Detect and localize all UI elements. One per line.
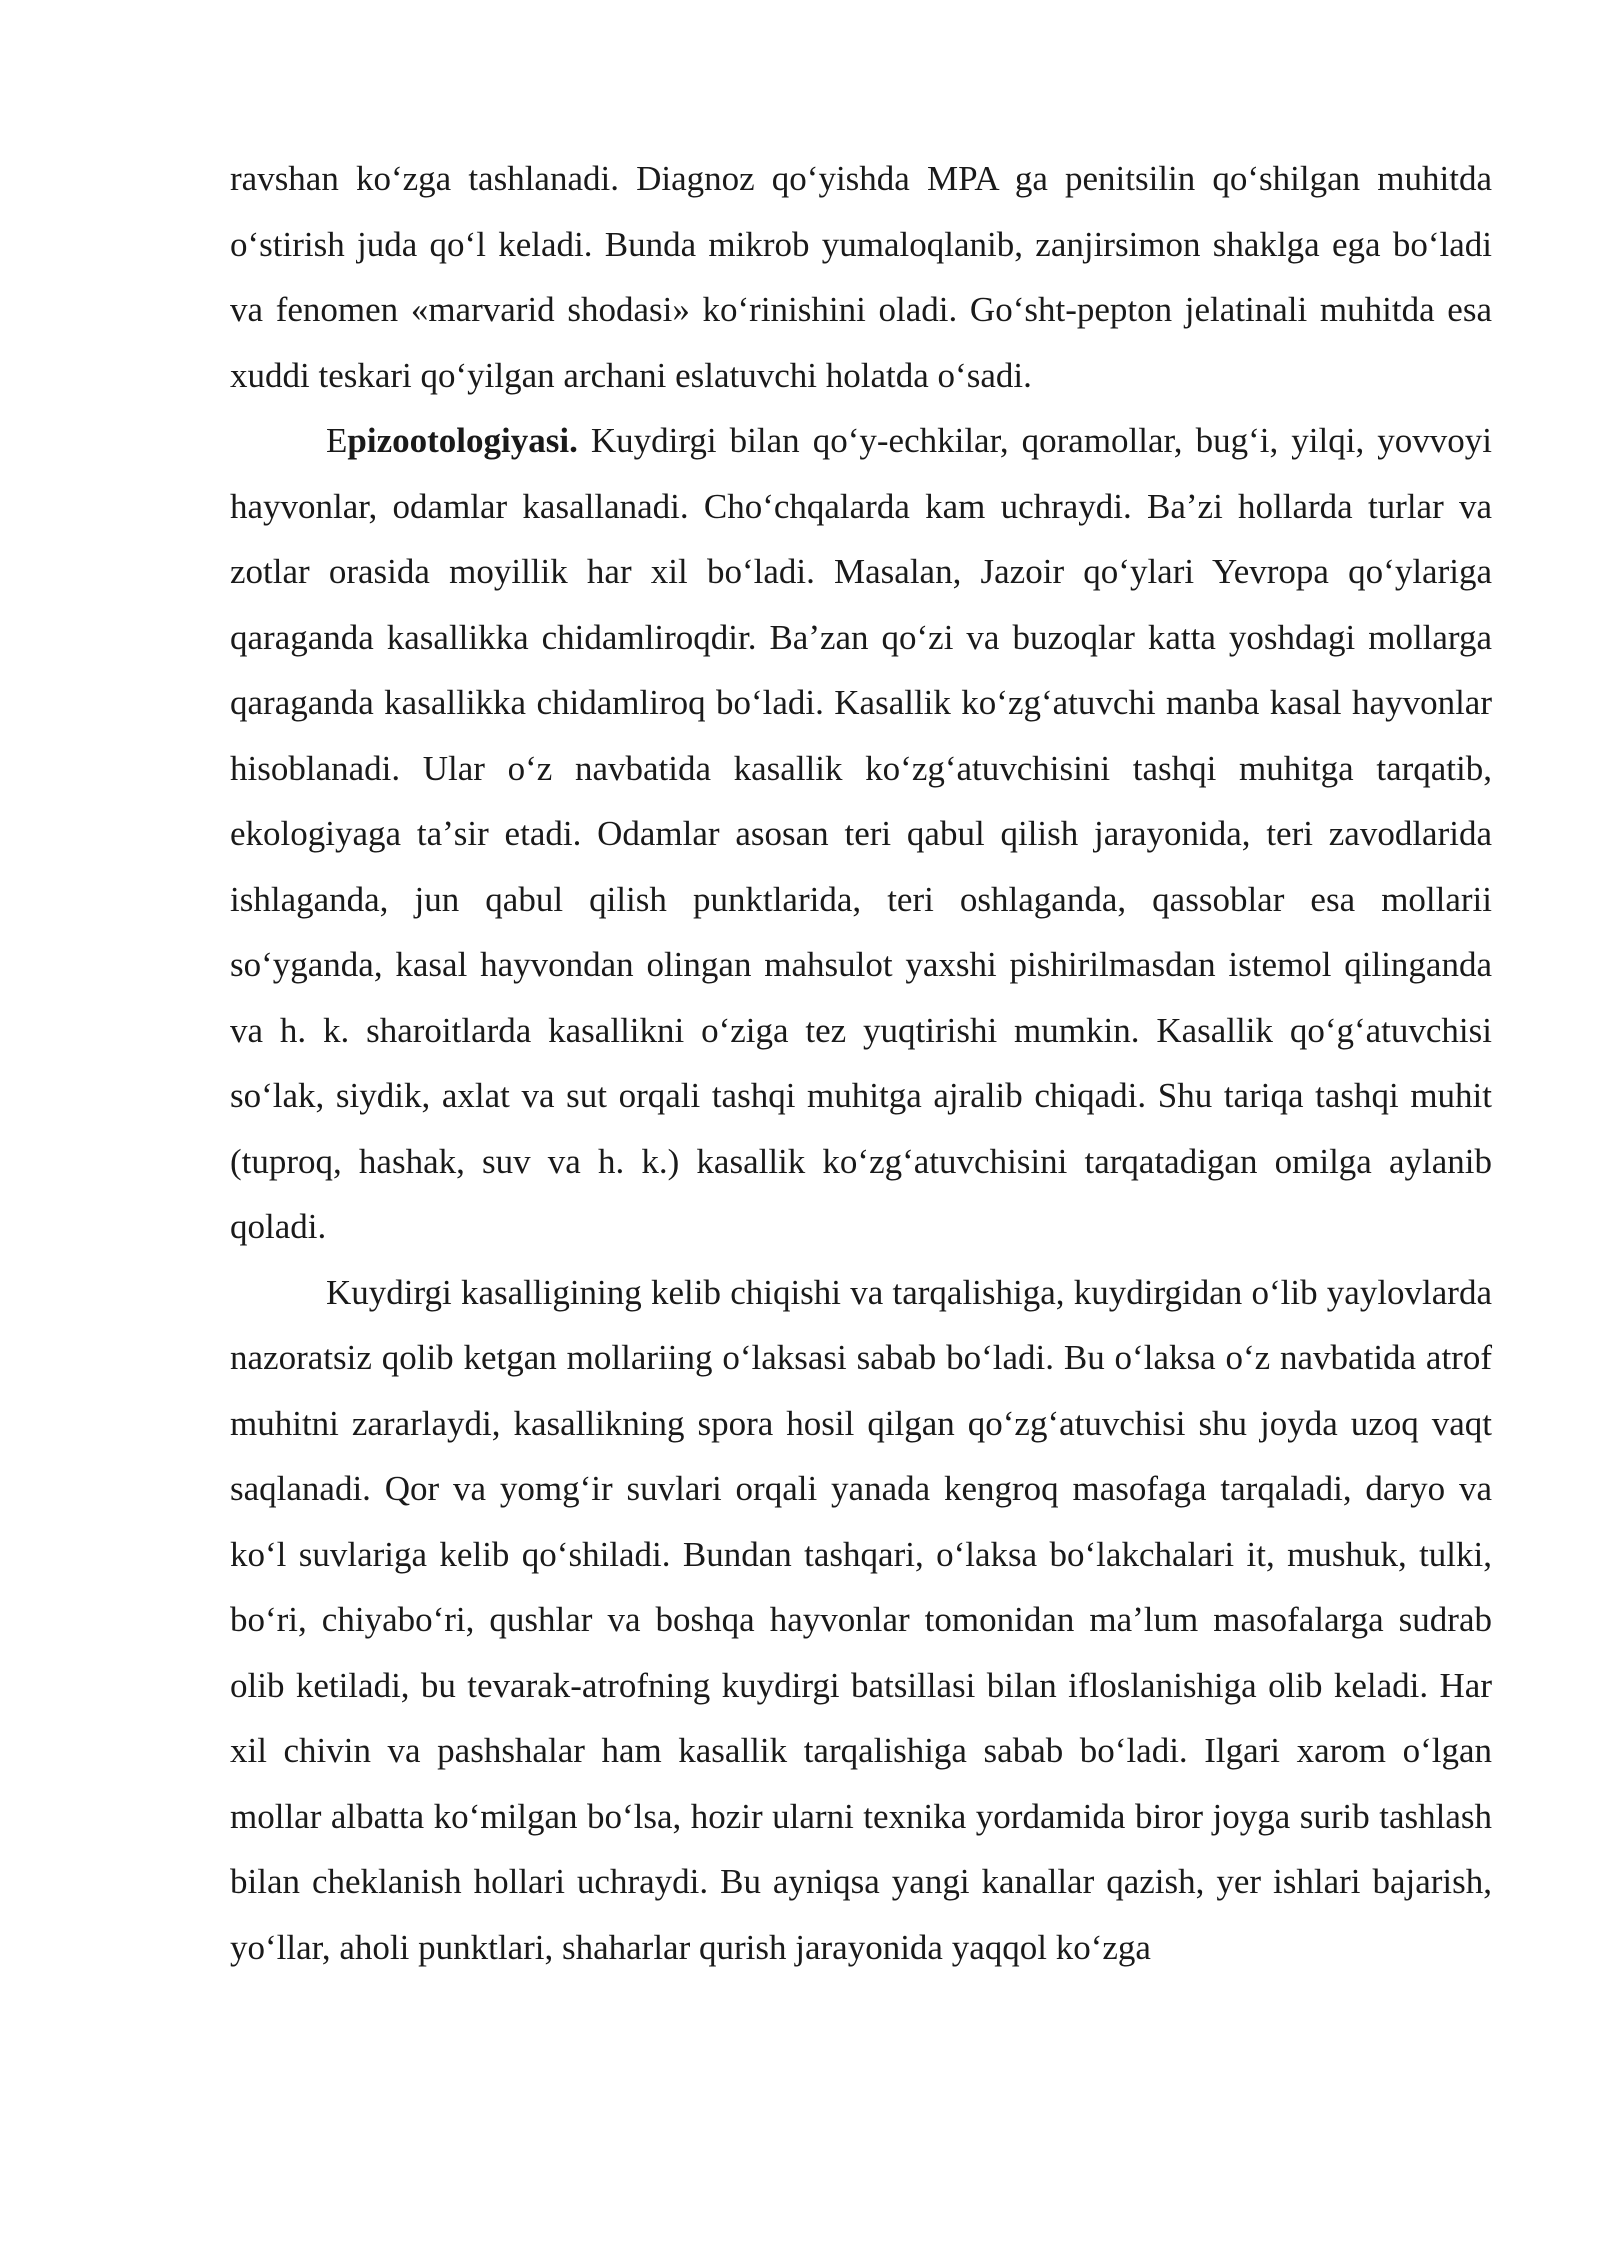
section-heading-lead-letter: E — [326, 421, 348, 460]
section-heading-epizootology: pizootologiyasi. — [347, 421, 578, 460]
paragraph-epizootology-body: Kuydirgi bilan qoʻy-echkilar, qoramollar, bugʻi, yilqi, yovvoyi hayvonlar, odamlar kasallanadi. Choʻchqalarda kam uchraydi. Baʼzi hollarda turlar va zotlar orasida moyillik har xil boʻladi. Masalan, Jazoir qoʻylari Yevropa qoʻylariga qaraganda kasallikka chidamliroqdir. Baʼzan qoʻzi va buzoqlar katta yoshdagi mollarga qaraganda kasallikka chidamliroq boʻladi. Kasallik koʻzgʻatuvchi manba kasal hayvonlar hisoblanadi. Ular oʻz navbatida kasallik koʻzgʻatuvchisini tashqi muhitga tarqatib, ekologiyaga taʼsir etadi. Odamlar asosan teri qabul qilish jarayonida, teri zavodlarida ishlaganda, jun qabul qilish punktlarida, teri oshlaganda, qassoblar esa mollarii soʻyganda, kasal hayvondan olingan mahsulot yaxshi pishirilmasdan istemol qilinganda va h. k. sharoitlarda kasallikni oʻziga tez yuqtirishi mumkin. Kasallik qoʻgʻatuvchisi soʻlak, siydik, axlat va sut orqali tashqi muhitga ajralib chiqadi. Shu tariqa tashqi muhit (tuproq, hashak, suv va h. k.) kasallik koʻzgʻatuvchisini tarqatadigan omilga aylanib qoladi. — [230, 421, 1492, 1246]
body-text — [230, 146, 1492, 1980]
paragraph-spread-causes: Kuydirgi kasalligining kelib chiqishi va tarqalishiga, kuydirgidan oʻlib yaylovlarda nazoratsiz qolib ketgan mollariing oʻlaksasi sabab boʻladi. Bu oʻlaksa oʻz navbatida atrof muhitni zararlaydi, kasallikning spora hosil qilgan qoʻzgʻatuvchisi shu joyda uzoq vaqt saqlanadi. Qor va yomgʻir suvlari orqali yanada kengroq masofaga tarqaladi, daryo va koʻl suvlariga kelib qoʻshiladi. Bundan tashqari, oʻlaksa boʻlakchalari it, mushuk, tulki, boʻri, chiyaboʻri, qushlar va boshqa hayvonlar tomonidan maʼlum masofalarga sudrab olib ketiladi, bu tevarak-atrofning kuydirgi batsillasi bilan ifloslanishiga olib keladi. Har xil chivin va pashshalar ham kasallik tarqalishiga sabab boʻladi. Ilgari xarom oʻlgan mollar albatta koʻmilgan boʻlsa, hozir ularni texnika yordamida biror joyga surib tashlash bilan cheklanish hollari uchraydi. Bu ayniqsa yangi kanallar qazish, yer ishlari bajarish, yoʻllar, aholi punktlari, shaharlar qurish jarayonida yaqqol koʻzga — [230, 1272, 1492, 1967]
paragraph-culture-description: ravshan koʻzga tashlanadi. Diagnoz qoʻyishda MPA ga penitsilin qoʻshilgan muhitda oʻstirish juda qoʻl keladi. Bunda mikrob yumaloqlanib, zanjirsimon shaklga ega boʻladi va fenomen «marvarid shodasi» koʻrinishini oladi. Goʻsht-pepton jelatinali muhitda esa xuddi teskari qoʻyilgan archani eslatuvchi holatda oʻsadi. — [230, 159, 1492, 395]
paragraph-epizootology — [230, 408, 1492, 1260]
